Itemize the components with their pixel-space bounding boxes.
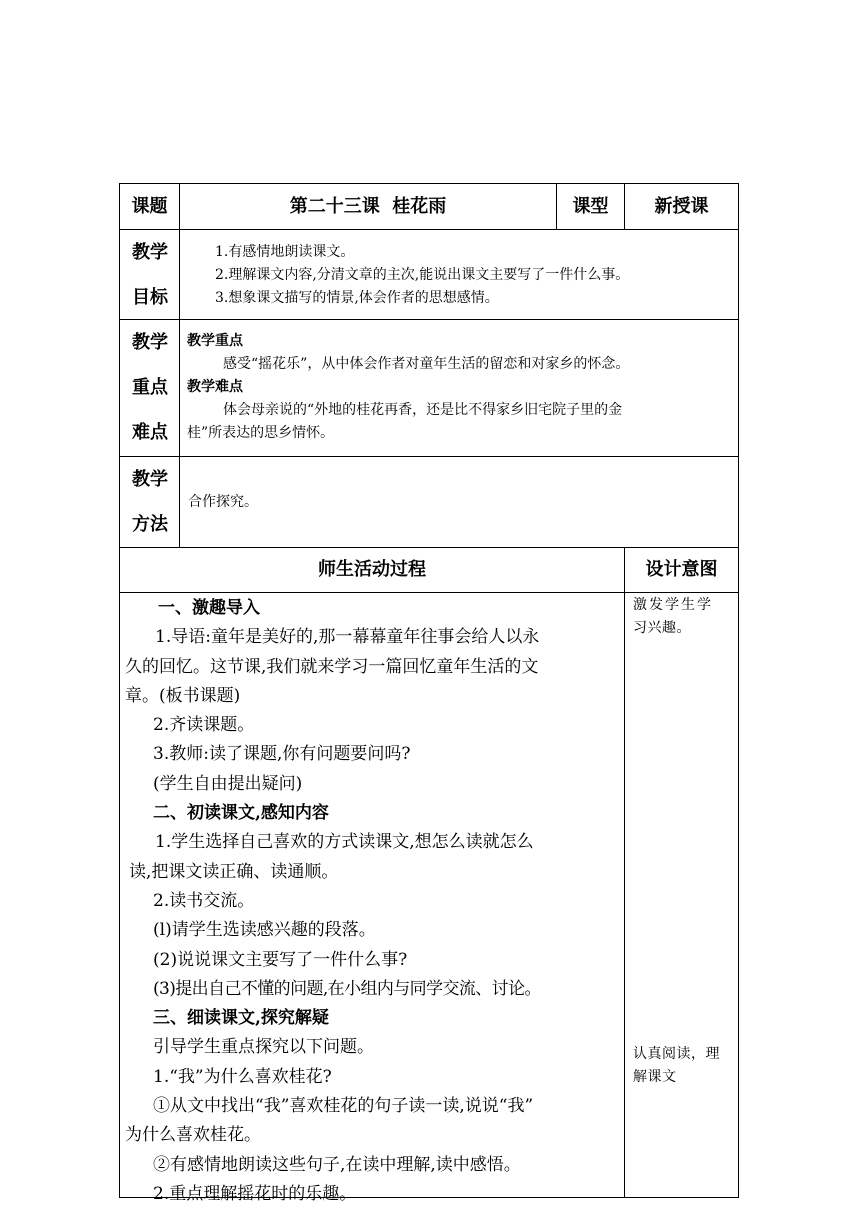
process-line: 3.教师:读了课题,你有问题要问吗? bbox=[153, 744, 411, 765]
table-border bbox=[624, 547, 625, 1198]
table-border bbox=[119, 547, 739, 548]
intent-note: 激发学生学 习兴趣。 bbox=[633, 597, 713, 636]
process-line: 2.齐读课题。 bbox=[153, 715, 255, 736]
objectives-label: 教学 目标 bbox=[132, 242, 168, 308]
intent-header: 设计意图 bbox=[645, 559, 718, 580]
objective-item: 3.想象课文描写的情景,体会作者的思想感情。 bbox=[215, 290, 499, 306]
method-text: 合作探究。 bbox=[188, 494, 258, 510]
key-point-text: 感受“摇花乐”，从中体会作者对童年生活的留恋和对家乡的怀念。 bbox=[223, 356, 630, 372]
focus-label: 教学 重点 难点 bbox=[132, 332, 168, 443]
process-line: ①从文中找出“我”喜欢桂花的句子读一读,说说“我” bbox=[153, 1096, 534, 1117]
process-line: (3)提出自己不懂的问题,在小组内与同学交流、讨论。 bbox=[153, 978, 541, 999]
type-value: 新授课 bbox=[654, 196, 709, 217]
table-border bbox=[119, 592, 739, 593]
intent-note: 认真阅读，理 解课文 bbox=[633, 1046, 720, 1085]
process-line: (学生自由提出疑问) bbox=[153, 773, 303, 794]
section-heading: 一、激趣导入 bbox=[158, 598, 260, 618]
lesson-title: 第二十三课 桂花雨 bbox=[289, 196, 447, 217]
table-border bbox=[119, 229, 739, 230]
difficult-point-text: 桂”所表达的思乡情怀。 bbox=[187, 425, 335, 441]
difficult-point-title: 教学难点 bbox=[187, 379, 243, 395]
table-border bbox=[119, 183, 120, 1198]
key-point-title: 教学重点 bbox=[187, 333, 243, 349]
table-border bbox=[119, 183, 739, 184]
process-line: 章。(板书课题) bbox=[125, 685, 241, 706]
topic-label: 课题 bbox=[131, 196, 168, 217]
section-heading: 二、初读课文,感知内容 bbox=[153, 803, 329, 824]
difficult-point-text: 体会母亲说的“外地的桂花再香，还是比不得家乡旧宅院子里的金 bbox=[223, 402, 623, 418]
section-heading: 三、细读课文,探究解疑 bbox=[153, 1008, 329, 1029]
table-border bbox=[179, 183, 180, 547]
process-line: 1.学生选择自己喜欢的方式读课文,想怎么读就怎么 bbox=[155, 832, 534, 853]
table-border bbox=[738, 183, 739, 1198]
process-line: 为什么喜欢桂花。 bbox=[125, 1125, 261, 1146]
objective-item: 1.有感情地朗读课文。 bbox=[215, 244, 355, 260]
process-body bbox=[125, 594, 621, 1209]
objectives-list bbox=[215, 241, 735, 310]
process-line: 久的回忆。这节课,我们就来学习一篇回忆童年生活的文 bbox=[125, 656, 539, 677]
process-line: 1.“我”为什么喜欢桂花? bbox=[153, 1066, 332, 1087]
process-line: (l)请学生选读感兴趣的段落。 bbox=[153, 920, 376, 941]
process-line: 1.导语:童年是美好的,那一幕幕童年往事会给人以永 bbox=[155, 627, 540, 648]
table-border bbox=[119, 456, 739, 457]
type-label: 课型 bbox=[572, 196, 609, 217]
process-line: 2.重点理解摇花时的乐趣。 bbox=[153, 1183, 357, 1204]
process-line: (2)说说课文主要写了一件什么事? bbox=[153, 949, 408, 970]
focus-content bbox=[187, 330, 737, 445]
process-line: 2.读书交流。 bbox=[153, 890, 255, 911]
process-line: 读,把课文读正确、读通顺。 bbox=[129, 861, 339, 882]
process-header: 师生活动过程 bbox=[318, 559, 426, 580]
objective-item: 2.理解课文内容,分清文章的主次,能说出课文主要写了一件什么事。 bbox=[215, 267, 630, 283]
process-line: ②有感情地朗读这些句子,在读中理解,读中感悟。 bbox=[153, 1154, 521, 1175]
method-label: 教学 方法 bbox=[132, 469, 168, 535]
process-line: 引导学生重点探究以下问题。 bbox=[153, 1037, 374, 1058]
table-border bbox=[119, 319, 739, 320]
